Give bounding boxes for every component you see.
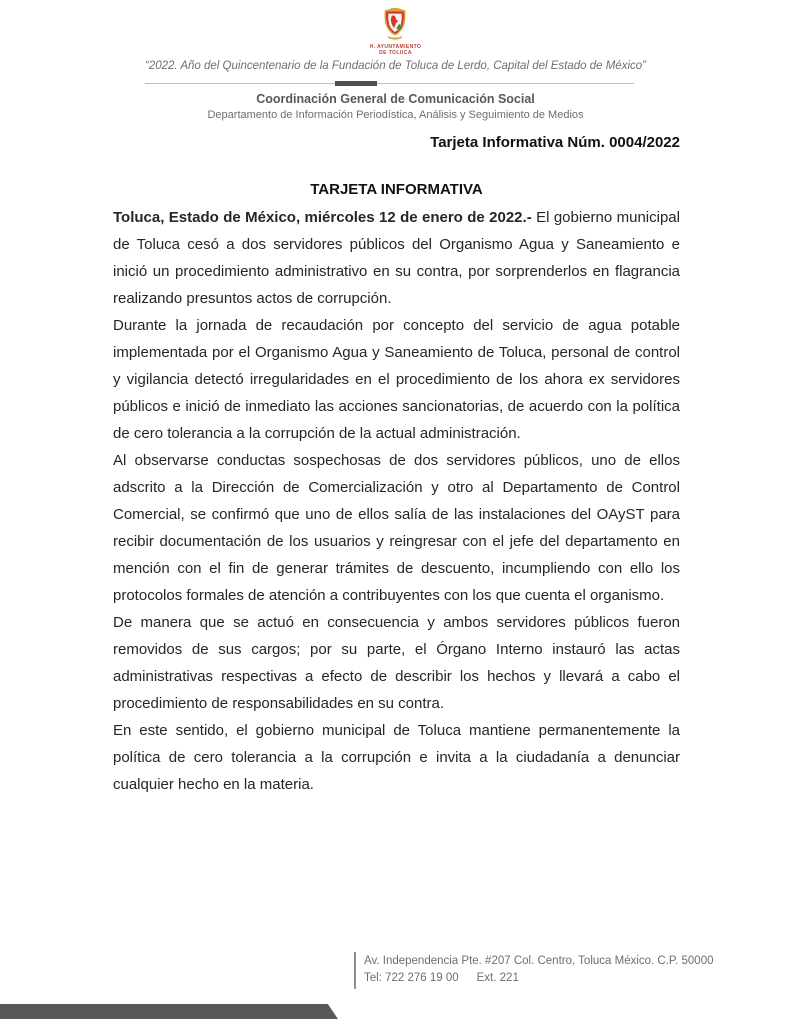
- header-divider: [145, 83, 634, 84]
- paragraph: [113, 312, 680, 447]
- header-divider-accent: [335, 81, 377, 86]
- paragraph: [113, 447, 680, 609]
- paragraph-text: Al observarse conductas sospechosas de dos servidores públicos, uno de ellos adscrito a la Dirección de Comercialización y otro al Departamento de Control Comercial, se confirmó que uno de ellos salía de las instalaciones del OAyST para recibir documentación de los usuarios y reingresar con el jefe del departamento en mención con el fin de generar trámites de descuento, incumpliendo con ello los protocolos formales de atención a contribuyentes con los que cuenta el organismo.: [113, 452, 680, 604]
- paragraph-text: De manera que se actuó en consecuencia y ambos servidores públicos fueron removidos de sus cargos; por su parte, el Órgano Interno instauró las actas administrativas respectivas a efecto de describir los hechos y llevará a cabo el procedimiento de responsabilidades en su contra.: [113, 614, 680, 712]
- footer-vertical-rule: [354, 952, 356, 989]
- paragraph-text: En este sentido, el gobierno municipal de Toluca mantiene permanentemente la política de cero tolerancia a la corrupción e invita a la ciudadanía a denunciar cualquier hecho en la materia.: [113, 722, 680, 793]
- footer-extension: Ext. 221: [476, 972, 519, 984]
- logo-caption-line2: DE TOLUCA: [379, 49, 412, 56]
- footer-phone-line: [364, 970, 714, 987]
- paragraph-text: El gobierno municipal de Toluca cesó a dos servidores públicos del Organismo Agua y Saneamiento e inició un procedimiento administrativo en su contra, por sorprenderlos en flagrancia realizando presuntos actos de corrupción.: [113, 209, 680, 307]
- year-quote: “2022. Año del Quincentenario de la Fundación de Toluca de Lerdo, Capital del Estado de México”: [144, 60, 646, 72]
- department-subtitle: Departamento de Información Periodística, Análisis y Seguimiento de Medios: [207, 109, 584, 121]
- coordination-title: Coordinación General de Comunicación Social: [256, 92, 535, 106]
- logo-caption: [0, 45, 791, 56]
- body-paragraphs: [113, 204, 680, 798]
- document-title: TARJETA INFORMATIVA: [310, 181, 483, 198]
- footer-contact: [364, 953, 714, 987]
- footer-address: Av. Independencia Pte. #207 Col. Centro, Toluca México. C.P. 50000: [364, 955, 714, 967]
- bottom-accent-bar: [0, 1004, 338, 1019]
- card-number: Tarjeta Informativa Núm. 0004/2022: [430, 134, 680, 151]
- logo-caption-line1: H. AYUNTAMIENTO: [369, 44, 422, 50]
- toluca-coat-of-arms-icon: [366, 6, 424, 46]
- paragraph-text: Durante la jornada de recaudación por concepto del servicio de agua potable implementada por el Organismo Agua y Saneamiento de Toluca, personal de control y vigilancia detectó irregularidades en el procedimiento de los ahora ex servidores públicos e inició de inmediato las acciones sancionatorias, de acuerdo con la política de cero tolerancia a la corrupción de la actual administración.: [113, 317, 680, 442]
- paragraph-lead: Toluca, Estado de México, miércoles 12 de enero de 2022.-: [113, 209, 532, 226]
- paragraph: [113, 717, 680, 798]
- paragraph: [113, 204, 680, 312]
- paragraph: [113, 609, 680, 717]
- footer-phone: Tel: 722 276 19 00: [364, 972, 459, 984]
